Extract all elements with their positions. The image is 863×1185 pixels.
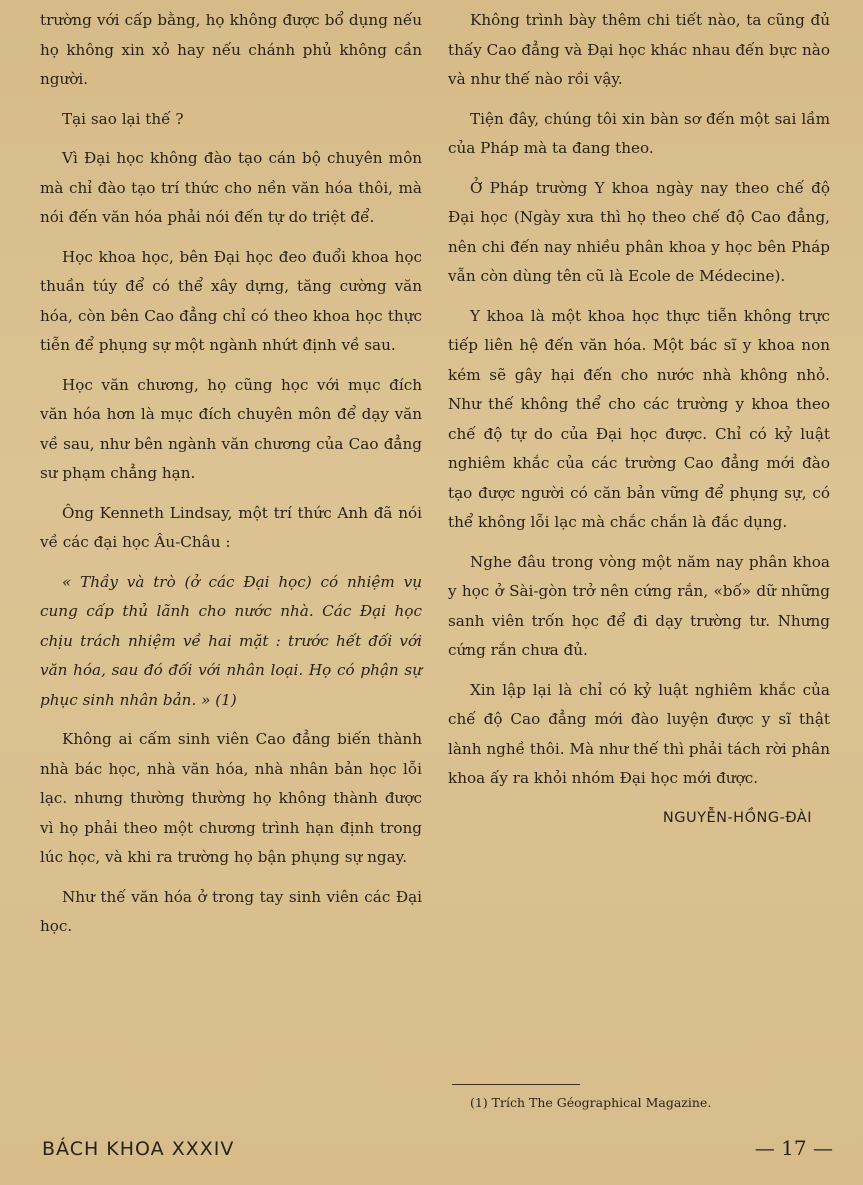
- right-paragraph-4: Y khoa là một khoa học thực tiễn không trực tiếp liên hệ đến văn hóa. Một bác sĩ y khoa non kém sẽ gây hại đến cho nước nhà không nhỏ. Như thế không thể cho các trường y khoa theo chế độ tự do của Đại học được. Chỉ có kỷ luật nghiêm khắc của các trường Cao đẳng mới đào tạo được người có căn bản vững để phụng sự, có thể không lỗi lạc mà chắc chắn là đắc dụng.: [448, 306, 830, 531]
- magazine-title: BÁCH KHOA XXXIV: [42, 1138, 235, 1160]
- right-paragraph-5: Nghe đâu trong vòng một năm nay phân khoa y học ở Sài-gòn trở nên cứng rắn, «bố» dữ những sanh viên trốn học để đi dạy trường tư. Nhưng cứng rắn chưa đủ.: [448, 552, 830, 659]
- left-paragraph-5: Học văn chương, họ cũng học với mục đích văn hóa hơn là mục đích chuyên môn để dạy văn về sau, như bên ngành văn chương của Cao đẳng sư phạm chẳng hạn.: [40, 375, 422, 482]
- right-paragraph-6: Xin lập lại là chỉ có kỷ luật nghiêm khắc của chế độ Cao đẳng mới đào luyện được y sĩ thật lành nghề thôi. Mà như thế thì phải tách rời phân khoa ấy ra khỏi nhóm Đại học mới được.: [448, 680, 830, 787]
- left-paragraph-3: Vì Đại học không đào tạo cán bộ chuyên môn mà chỉ đào tạo trí thức cho nền văn hóa thôi, mà nói đến văn hóa phải nói đến tự do triệt để.: [40, 149, 422, 226]
- footnote-divider: [452, 1084, 580, 1085]
- right-paragraph-2: Tiện đây, chúng tôi xin bàn sơ đến một sai lầm của Pháp mà ta đang theo.: [448, 109, 830, 157]
- left-paragraph-2: Tại sao lại thế ?: [62, 109, 184, 128]
- right-paragraph-1: Không trình bày thêm chi tiết nào, ta cũng đủ thấy Cao đẳng và Đại học khác nhau đến bực nào và như thế nào rồi vậy.: [448, 11, 830, 88]
- left-column: [40, 6, 422, 952]
- left-paragraph-4: Học khoa học, bên Đại học đeo đuổi khoa học thuần túy để có thể xây dựng, tăng cường văn hóa, còn bên Cao đẳng chỉ có theo khoa học thực tiễn để phụng sự một ngành nhứt định về sau.: [40, 247, 422, 354]
- left-paragraph-9: Như thế văn hóa ở trong tay sinh viên các Đại học.: [40, 887, 422, 935]
- left-paragraph-6: Ông Kenneth Lindsay, một trí thức Anh đã nói về các đại học Âu-Châu :: [40, 503, 422, 551]
- right-column-paragraphs: [448, 6, 830, 794]
- left-paragraph-7: « Thầy và trò (ở các Đại học) có nhiệm vụ cung cấp thủ lãnh cho nước nhà. Các Đại học chịu trách nhiệm về hai mặt : trước hết đối với văn hóa, sau đó đối với nhân loại. Họ có phận sự phục sinh nhân bản. » (1): [40, 572, 422, 709]
- footnote: (1) Trích The Géographical Magazine.: [470, 1095, 712, 1110]
- left-paragraph-1: trường với cấp bằng, họ không được bổ dụng nếu họ không xin xỏ hay nếu chánh phủ không cần người.: [40, 11, 422, 88]
- right-column: [448, 6, 830, 833]
- page-number: — 17 —: [754, 1136, 833, 1160]
- right-paragraph-3: Ở Pháp trường Y khoa ngày nay theo chế độ Đại học (Ngày xưa thì họ theo chế độ Cao đẳng, nên chi đến nay nhiều phân khoa y học bên Pháp vẫn còn dùng tên cũ là Ecole de Médecine).: [448, 178, 830, 285]
- author-signature: NGUYỄN-HỒNG-ĐÀI: [662, 809, 812, 826]
- left-paragraph-8: Không ai cấm sinh viên Cao đẳng biến thành nhà bác học, nhà văn hóa, nhà nhân bản học lỗi lạc. nhưng thường thường họ không thành được vì họ phải theo một chương trình hạn định trong lúc học, và khi ra trường họ bận phụng sự ngay.: [40, 730, 422, 866]
